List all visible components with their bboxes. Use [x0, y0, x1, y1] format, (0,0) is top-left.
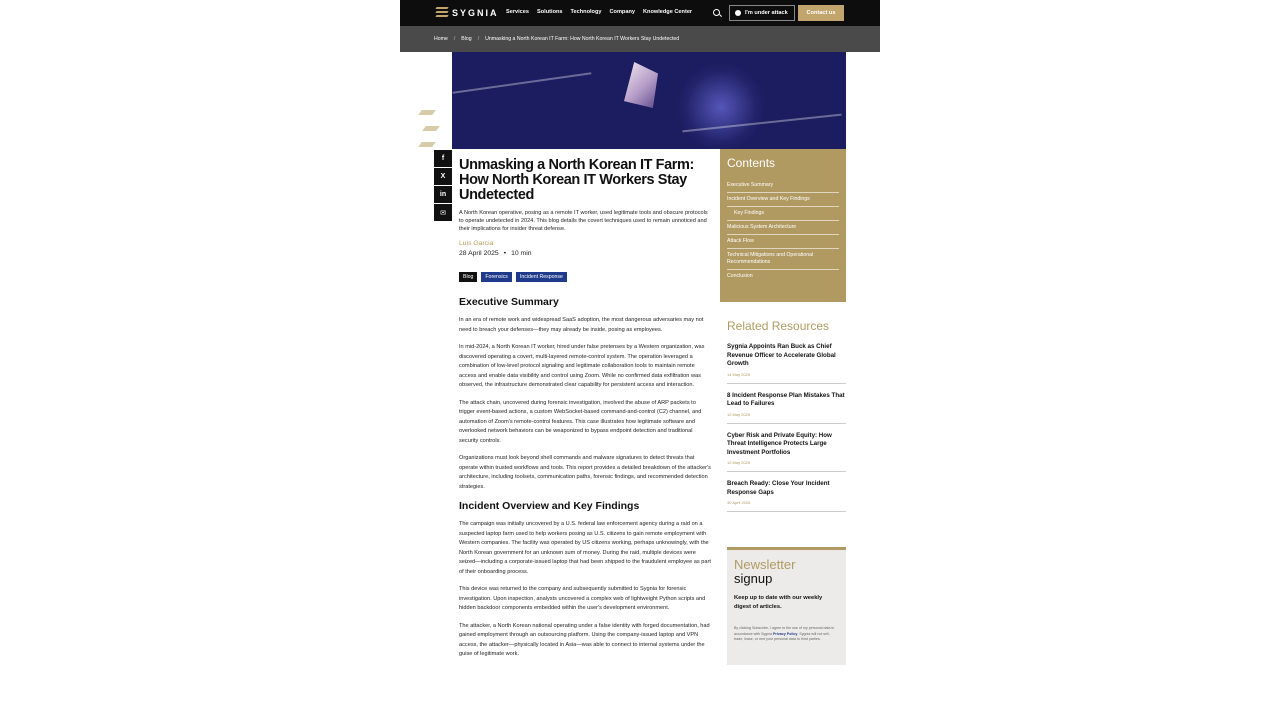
related-item-date: 12 May 2026 [727, 411, 751, 417]
newsletter-title-a: Newsletter [734, 557, 796, 572]
article-date: 28 April 2025 [459, 250, 499, 257]
newsletter-subtitle: Keep up to date with our weekly digest of articles. [734, 595, 823, 610]
related-item[interactable] [727, 480, 846, 512]
related-item-title[interactable]: Breach Ready: Close Your Incident Response Gaps [727, 480, 830, 496]
search-icon[interactable] [713, 9, 720, 16]
paragraph: The attacker, a North Korean national operating under a false identity with forged documentation, had gained employment through an outsourcing platform. Using the company-issued laptop and VPN access, the attacker—physically located in Asia—was able to connect to internal systems under the guise of legitimate work. [459, 622, 710, 657]
paragraph: This device was returned to the company and subsequently submitted to Sygnia for forensic investigation. Upon inspection, analysts uncovered a complex web of lightweight Python scripts and hidden backdoor components embedded within the user's development environment. [459, 586, 706, 611]
contents-title: Contents [727, 156, 776, 170]
alert-icon [735, 10, 741, 16]
related-item-title[interactable]: 8 Incident Response Plan Mistakes That Lead to Failures [727, 391, 845, 407]
paragraph: In mid-2024, a North Korean IT worker, hired under false pretenses by a Western organization, was discovered operating a covert, multi-layered remote-control system. The operation leveraged a combination of low-level protocol signaling and legitimate collaboration tools to maintain remote access and enable data visibility and control using Zoom. While no confirmed data exfiltration was observed, the infrastructure demonstrated clear capability for persistent access and interaction. [459, 344, 705, 388]
related-resources [727, 319, 846, 520]
nav-link-solutions[interactable]: Solutions [537, 9, 563, 15]
top-navigation [400, 0, 880, 26]
tag-blog[interactable]: Blog [459, 272, 477, 282]
paragraph: In an era of remote work and widespread SaaS adoption, the most dangerous adversaries may not need to breach your defenses—they may already be inside, posing as employees. [459, 317, 704, 333]
article-meta [459, 250, 713, 257]
related-item-date: 30 April 2026 [727, 500, 751, 505]
linkedin-icon[interactable]: in [434, 186, 452, 203]
article [459, 158, 713, 668]
nav-link-knowledge-center[interactable]: Knowledge Center [643, 9, 693, 15]
toc-item-mitigations[interactable]: Technical Mitigations and Operational Recommendations [727, 249, 839, 270]
article-lead: A North Korean operative, posing as a remote IT worker, used legitimate tools and obscure protocols to operate undetected in 2024. This blog details the covert techniques used to remain unnoticed and their implications for insider threat defense. [459, 210, 708, 232]
newsletter-disclaimer [734, 626, 839, 643]
x-twitter-icon[interactable]: X [434, 168, 452, 185]
heading-executive-summary: Executive Summary [459, 296, 559, 308]
meta-dot: • [503, 250, 507, 257]
tag-incident-response[interactable]: Incident Response [516, 272, 567, 282]
logo[interactable] [436, 6, 499, 20]
read-time: 10 min [511, 250, 532, 257]
nav-link-technology[interactable]: Technology [570, 9, 602, 15]
breadcrumb-separator: / [477, 36, 480, 42]
related-item-date: 14 May 2026 [727, 371, 751, 377]
paragraph: The attack chain, uncovered during forensic investigation, involved the abuse of ARP packets to trigger event-based actions, a custom WebSocket-based command-and-control (C2) channel, and automation of Zoom's remote-control features. This case illustrates how legitimate software and overlooked network behaviors can be weaponized to bypass endpoint detection and traditional security controls. [459, 399, 702, 444]
logo-text: SYGNIA [452, 8, 499, 18]
privacy-policy-link[interactable]: Privacy Policy [772, 631, 798, 636]
nav-links [506, 9, 692, 15]
related-item[interactable] [727, 392, 846, 424]
facebook-icon[interactable]: f [434, 150, 452, 167]
nav-link-services[interactable]: Services [506, 9, 530, 15]
under-attack-label: I'm under attack [745, 10, 788, 16]
breadcrumb-separator: / [453, 36, 456, 42]
paragraph: The campaign was initially uncovered by a U.S. federal law enforcement agency during a raid on a suspected laptop farm used to help workers posing as U.S. citizens to gain remote employment with Western companies. The facility was operated by US citizens working, perhaps unknowingly, with the North Korean government for an unknown sum of money. During the raid, multiple devices were seized—including a corporate-issued laptop that had been shipped to the fraudulent employee as part of their onboarding process. [459, 521, 711, 575]
newsletter-title-b: signup [734, 571, 773, 586]
related-item-title[interactable]: Cyber Risk and Private Equity: How Threat Intelligence Protects Large Investment Portfolios [727, 431, 832, 456]
logo-mark-icon [436, 6, 448, 20]
related-item-date: 12 May 2026 [727, 460, 751, 465]
toc-item-malicious-architecture[interactable]: Malicious System Architecture [727, 221, 839, 235]
article-title: Unmasking a North Korean IT Farm: How North Korean IT Workers Stay Undetected [459, 157, 694, 203]
decorative-stripe [418, 110, 436, 115]
page [400, 0, 880, 720]
related-title: Related Resources [727, 319, 830, 333]
breadcrumb [434, 36, 679, 42]
breadcrumb-home[interactable]: Home [434, 36, 448, 42]
contact-us-button[interactable]: Contact us [798, 5, 844, 21]
under-attack-button[interactable] [729, 5, 795, 21]
newsletter-title [734, 558, 839, 586]
nav-link-company[interactable]: Company [609, 9, 635, 15]
related-item[interactable] [727, 432, 846, 473]
disclaimer-text-end: . Sygnia will not sell, trade, lease, or rent your personal data to third parties. [734, 631, 830, 641]
decorative-stripe [422, 126, 440, 131]
newsletter-signup [727, 547, 846, 665]
related-item-title[interactable]: Sygnia Appoints Ran Buck as Chief Revenue Officer to Accelerate Global Growth [727, 343, 836, 367]
toc-item-attack-flow[interactable]: Attack Flow [727, 235, 839, 249]
article-author[interactable]: Luis Garcia [459, 240, 494, 247]
related-item[interactable] [727, 343, 846, 384]
tag-forensics[interactable]: Forensics [481, 272, 512, 282]
toc-item-executive-summary[interactable]: Executive Summary [727, 179, 839, 193]
breadcrumb-blog[interactable]: Blog [461, 36, 472, 42]
paragraph: Organizations must look beyond shell commands and malware signatures to detect threats that operate within trusted workflows and tools. This report provides a detailed breakdown of the attacker's architecture, including toolsets, communication paths, forensic findings, and recommended detection strategies. [459, 455, 711, 490]
disclaimer-text: By clicking Subscribe, I agree to the use of my personal data in accordance with Sygnia [734, 626, 835, 636]
breadcrumb-current: Unmasking a North Korean IT Farm: How North Korean IT Workers Stay Undetected [485, 36, 680, 42]
tag-list [459, 272, 713, 282]
email-icon[interactable]: ✉ [434, 204, 452, 221]
toc-item-key-findings[interactable]: Key Findings [727, 207, 839, 221]
decorative-stripe [418, 142, 436, 147]
share-bar [434, 150, 452, 222]
breadcrumb-bar [400, 26, 880, 52]
table-of-contents [720, 149, 846, 302]
toc-item-conclusion[interactable]: Conclusion [727, 273, 753, 279]
heading-incident-overview: Incident Overview and Key Findings [459, 500, 640, 512]
hero-image [452, 52, 846, 149]
toc-item-incident-overview[interactable]: Incident Overview and Key Findings [727, 193, 839, 207]
